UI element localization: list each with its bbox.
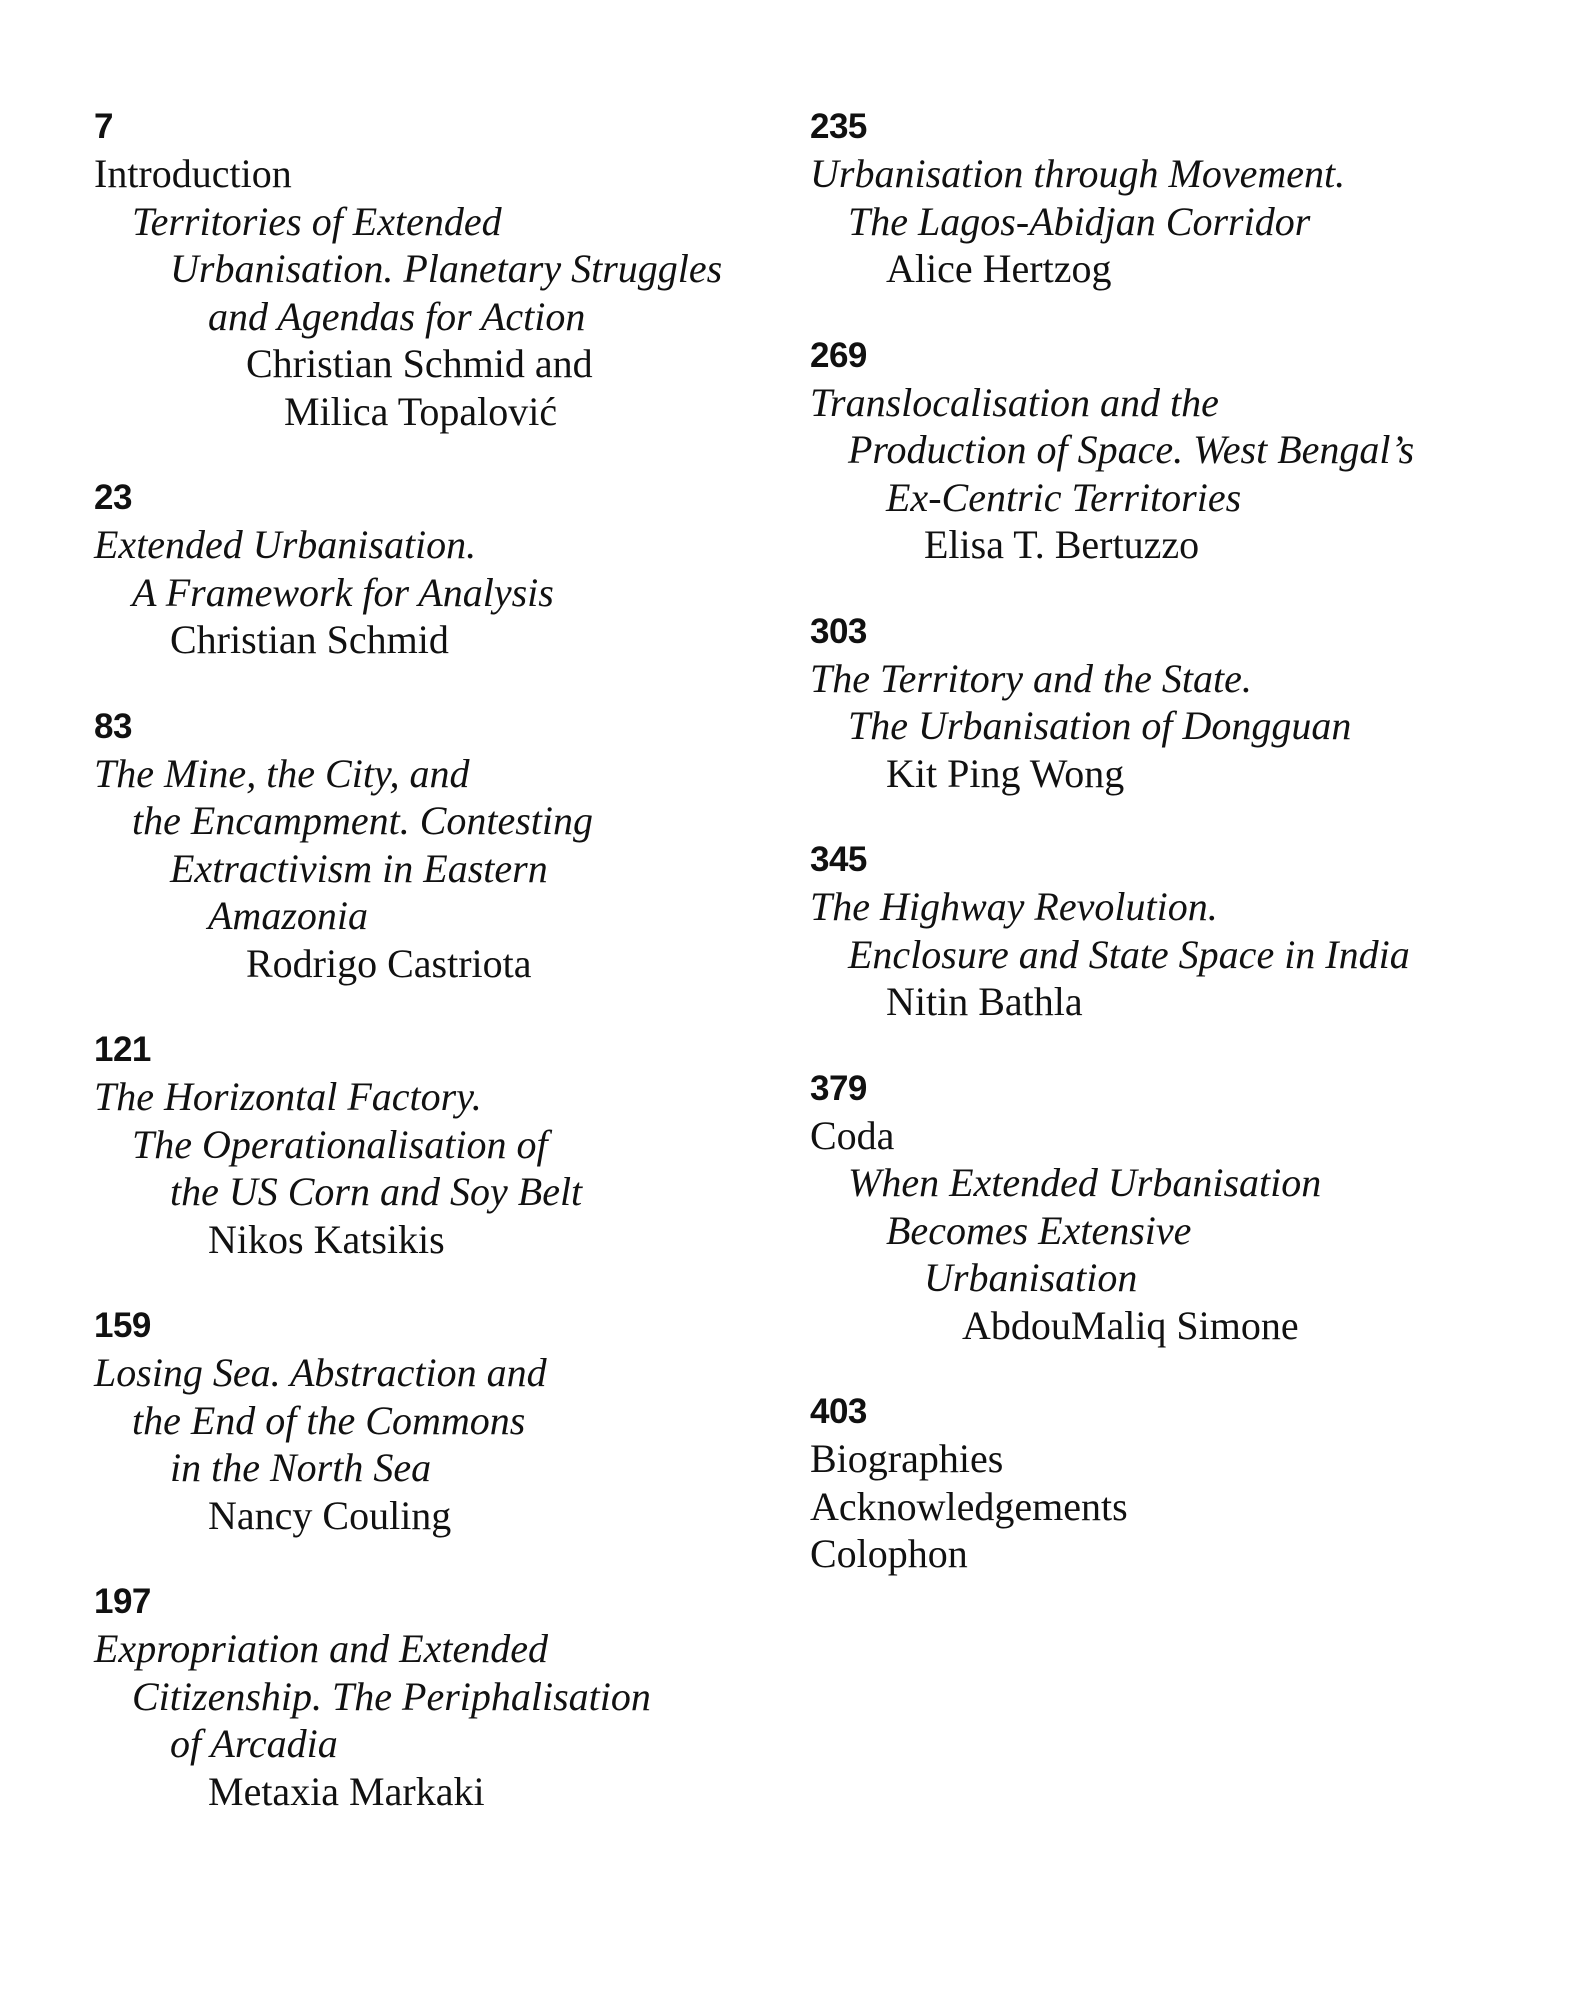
- back-matter-item: Colophon: [810, 1531, 968, 1576]
- chapter-author: AbdouMaliq Simone: [962, 1302, 1299, 1348]
- toc-entry[interactable]: [810, 1066, 1530, 1350]
- chapter-author: Nitin Bathla: [886, 979, 1083, 1024]
- chapter-title-line: A Framework for Analysis: [132, 569, 554, 615]
- chapter-title-line: Amazonia: [208, 893, 368, 938]
- chapter-title-line: The Mine, the City, and: [94, 750, 470, 796]
- chapter-title-line: The Horizontal Factory.: [94, 1074, 482, 1119]
- chapter-title-line: Ex-Centric Territories: [886, 474, 1242, 520]
- toc-column-right: [810, 104, 1530, 1618]
- chapter-author: Nikos Katsikis: [208, 1216, 445, 1262]
- chapter-author: Christian Schmid: [170, 617, 449, 662]
- toc-entry[interactable]: [94, 1303, 814, 1539]
- chapter-title-line: Urbanisation through Movement.: [810, 151, 1346, 196]
- toc-column-left: [94, 104, 814, 1855]
- chapter-title-line: Extractivism in Eastern: [170, 845, 548, 891]
- page-number: 303: [810, 611, 867, 651]
- chapter-title-line: in the North Sea: [170, 1445, 432, 1490]
- chapter-title-line: the US Corn and Soy Belt: [170, 1169, 583, 1214]
- chapter-title-line: The Lagos-Abidjan Corridor: [848, 198, 1311, 244]
- chapter-title-line: the End of the Commons: [132, 1397, 526, 1443]
- toc-entry[interactable]: [810, 333, 1530, 569]
- page-number: 197: [94, 1582, 151, 1621]
- section-label: Introduction: [94, 151, 292, 196]
- chapter-author: Elisa T. Bertuzzo: [924, 522, 1200, 567]
- chapter-author: Milica Topalović: [284, 388, 558, 434]
- toc-entry[interactable]: [94, 1027, 814, 1263]
- toc-entry[interactable]: [810, 104, 1530, 293]
- chapter-author: Metaxia Markaki: [208, 1768, 485, 1814]
- page-number: 403: [810, 1392, 867, 1431]
- chapter-title-line: Losing Sea. Abstraction and: [94, 1350, 547, 1395]
- chapter-author: Kit Ping Wong: [886, 750, 1125, 796]
- chapter-title-line: Citizenship. The Periphalisation: [132, 1673, 651, 1719]
- chapter-author: Nancy Couling: [208, 1492, 452, 1538]
- back-matter-item: Biographies: [810, 1436, 1004, 1481]
- chapter-author: Christian Schmid and: [246, 341, 593, 386]
- toc-entry[interactable]: [94, 104, 814, 435]
- chapter-title-line: the Encampment. Contesting: [132, 798, 594, 843]
- chapter-title-line: Urbanisation: [924, 1255, 1138, 1300]
- page-number: 159: [94, 1306, 151, 1345]
- toc-entry[interactable]: [810, 609, 1530, 798]
- chapter-title-line: The Operationalisation of: [132, 1121, 548, 1167]
- back-matter-item: Acknowledgements: [810, 1483, 1128, 1529]
- section-label: Coda: [810, 1112, 895, 1158]
- toc-entry[interactable]: [810, 1389, 1530, 1578]
- page-number: 23: [94, 478, 132, 517]
- chapter-title-line: Translocalisation and the: [810, 379, 1219, 425]
- chapter-title-line: Enclosure and State Space in India: [848, 931, 1410, 977]
- chapter-title-line: The Highway Revolution.: [810, 884, 1218, 929]
- toc-entry[interactable]: [810, 837, 1530, 1026]
- toc-entry[interactable]: [94, 1579, 814, 1815]
- chapter-author: Alice Hertzog: [886, 246, 1112, 291]
- chapter-title-line: of Arcadia: [170, 1721, 338, 1766]
- page-number: 121: [94, 1030, 151, 1069]
- page-number: 345: [810, 840, 867, 879]
- chapter-title-line: and Agendas for Action: [208, 293, 586, 339]
- chapter-title-line: Production of Space. West Bengal’s: [848, 427, 1415, 472]
- chapter-title-line: The Urbanisation of Dongguan: [848, 703, 1352, 748]
- page-number: 235: [810, 107, 867, 146]
- chapter-author: Rodrigo Castriota: [246, 940, 532, 986]
- chapter-title-line: Territories of Extended: [132, 198, 502, 244]
- page-number: 7: [94, 107, 113, 146]
- chapter-title-line: The Territory and the State.: [810, 655, 1252, 701]
- chapter-title-line: When Extended Urbanisation: [848, 1160, 1322, 1205]
- chapter-title-line: Becomes Extensive: [886, 1207, 1192, 1253]
- toc-entry[interactable]: [94, 475, 814, 664]
- page-number: 83: [94, 706, 132, 746]
- page-number: 379: [810, 1068, 867, 1108]
- page-number: 269: [810, 335, 867, 375]
- toc-entry[interactable]: [94, 704, 814, 988]
- chapter-title-line: Extended Urbanisation.: [94, 522, 477, 567]
- chapter-title-line: Urbanisation. Planetary Struggles: [170, 246, 723, 291]
- chapter-title-line: Expropriation and Extended: [94, 1626, 548, 1671]
